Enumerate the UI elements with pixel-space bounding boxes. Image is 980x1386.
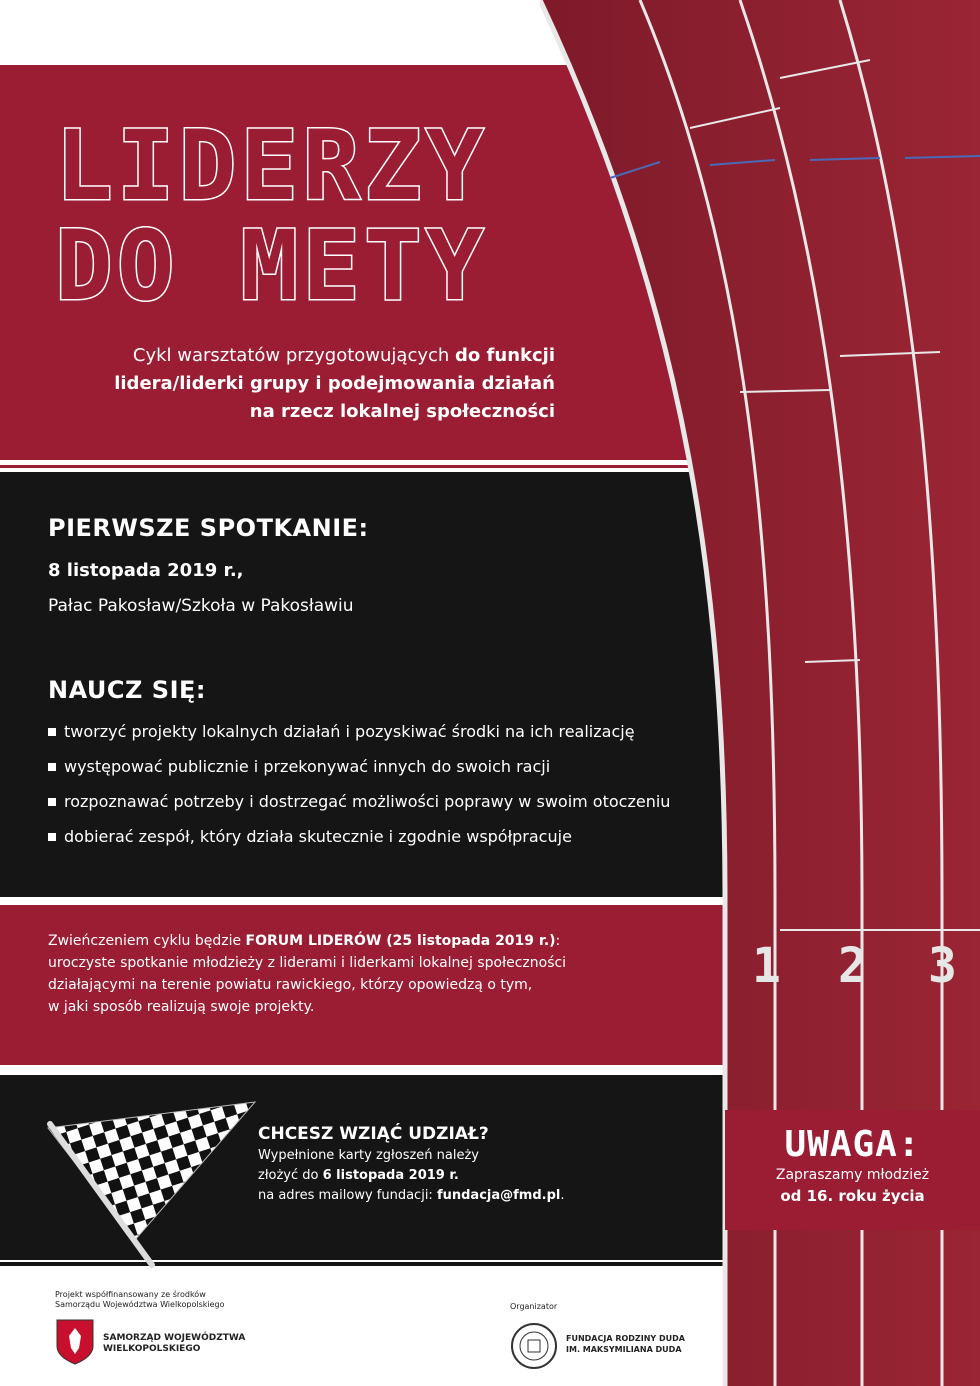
- cta-email[interactable]: fundacja@fmd.pl: [436, 1188, 561, 1203]
- bullet-icon: [48, 833, 56, 841]
- cta-text: [258, 1146, 588, 1206]
- subtitle-line-2: lidera/liderki grupy i podejmowania działań: [114, 373, 555, 394]
- lane-number: 1: [752, 938, 781, 994]
- learn-heading: NAUCZ SIĘ:: [48, 676, 206, 704]
- meeting-date: 8 listopada 2019 r.,: [48, 560, 244, 581]
- list-item-text: dobierać zespół, który działa skutecznie i zgodnie współpracuje: [64, 827, 572, 846]
- notice-heading: UWAGA:: [784, 1124, 921, 1165]
- forum-intro: Zwieńczeniem cyklu będzie: [48, 933, 246, 949]
- organizer-line-2: IM. MAKSYMILIANA DUDA: [566, 1345, 682, 1354]
- organizer-line-1: FUNDACJA RODZINY DUDA: [566, 1334, 685, 1343]
- meeting-place: Pałac Pakosław/Szkoła w Pakosławiu: [48, 596, 354, 616]
- sponsor-line-1: SAMORZĄD WOJEWÓDZTWA: [103, 1333, 246, 1343]
- sponsor-name: [103, 1333, 245, 1355]
- subtitle-text: Cykl warsztatów przygotowujących: [132, 345, 456, 366]
- list-item: [48, 757, 550, 776]
- meeting-heading: PIERWSZE SPOTKANIE:: [48, 514, 369, 542]
- funding-note: [55, 1290, 225, 1310]
- bullet-icon: [48, 798, 56, 806]
- notice-line-2: od 16. roku życia: [780, 1187, 925, 1205]
- cta-line-1: Wypełnione karty zgłoszeń należy: [258, 1148, 479, 1163]
- cta-heading: CHCESZ WZIĄĆ UDZIAŁ?: [258, 1124, 489, 1144]
- subtitle-line-3: na rzecz lokalnej społeczności: [249, 401, 555, 422]
- cta-line-2-text: złożyć do: [258, 1168, 323, 1183]
- list-item-text: tworzyć projekty lokalnych działań i pozyskiwać środki na ich realizację: [64, 722, 635, 741]
- organizer-name: [566, 1333, 685, 1355]
- cta-deadline: 6 listopada 2019 r.: [322, 1168, 459, 1183]
- title-line-1: LIDERZY: [55, 110, 488, 222]
- cta-dot: .: [560, 1188, 565, 1203]
- forum-colon: :: [555, 933, 561, 949]
- notice-box: [725, 1110, 980, 1230]
- notice-line-1: Zapraszamy młodzież: [775, 1167, 930, 1183]
- forum-line-4: w jaki sposób realizują swoje projekty.: [48, 999, 315, 1015]
- funding-line-2: Samorządu Województwa Wielkopolskiego: [55, 1300, 225, 1309]
- funding-line-1: Projekt współfinansowany ze środków: [55, 1290, 206, 1299]
- subtitle-bold: do funkcji: [455, 345, 555, 366]
- coat-of-arms-icon: [55, 1318, 95, 1366]
- forum-bold: FORUM LIDERÓW (25 listopada 2019 r.): [245, 933, 556, 949]
- checkered-flag-icon: [40, 1090, 270, 1280]
- bullet-icon: [48, 728, 56, 736]
- lane-number: 3: [928, 938, 957, 994]
- lane-number: 2: [838, 938, 867, 994]
- cta-line-3: [258, 1186, 588, 1206]
- cta-line-2: [258, 1166, 588, 1186]
- list-item: [48, 827, 572, 846]
- foundation-seal-icon: [510, 1322, 558, 1370]
- list-item-text: występować publicznie i przekonywać innych do swoich racji: [64, 757, 551, 776]
- forum-line-3: działającymi na terenie powiatu rawickiego, którzy opowiedzą o tym,: [48, 977, 533, 993]
- subtitle: [114, 342, 555, 426]
- forum-line-2: uroczyste spotkanie młodzieży z liderami i liderkami lokalnej społeczności: [48, 955, 567, 971]
- title-line-2: DO METY: [55, 210, 488, 322]
- bullet-icon: [48, 763, 56, 771]
- cta-line-3-text: na adres mailowy fundacji:: [258, 1188, 437, 1203]
- organizer-label: Organizator: [510, 1302, 558, 1311]
- list-item-text: rozpoznawać potrzeby i dostrzegać możliwości poprawy w swoim otoczeniu: [64, 792, 671, 811]
- sponsor-line-2: WIELKOPOLSKIEGO: [103, 1344, 201, 1354]
